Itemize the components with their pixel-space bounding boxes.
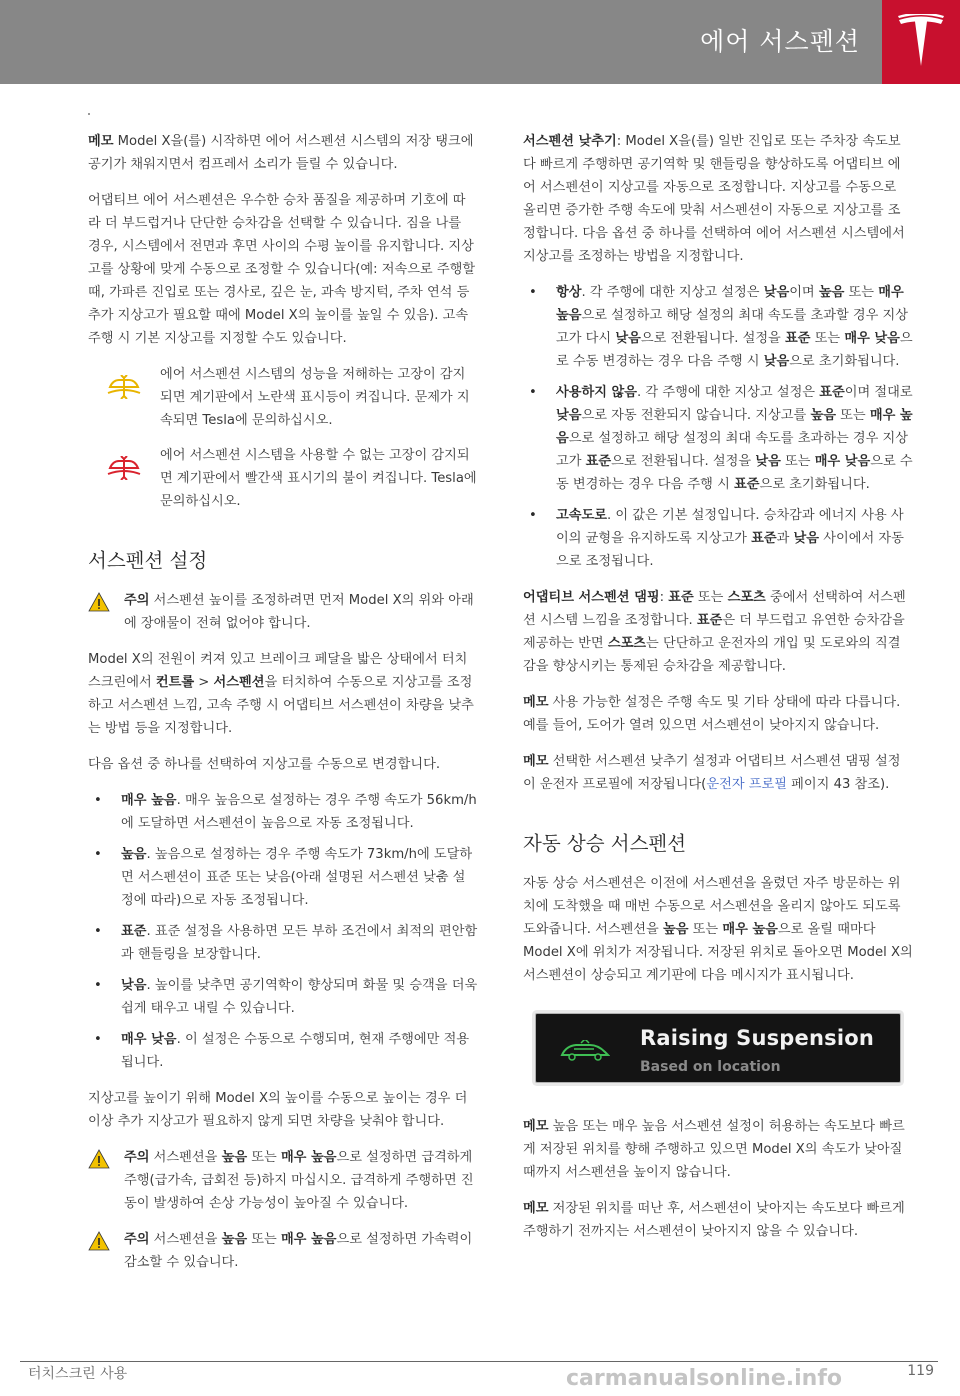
list-item: • 매우 높음. 매우 높음으로 설정하는 경우 주행 속도가 56km/h에 도달하면 서스펜션이 높음으로 자동 조정됩니다.: [88, 789, 478, 835]
tesla-logo-icon: [897, 14, 945, 68]
warning-triangle-icon: [88, 1231, 110, 1251]
red-indicator-note: 에어 서스펜션 시스템을 사용할 수 없는 고장이 감지되면 계기판에서 빨간색 표시기의 불이 켜집니다. Tesla에 문의하십시오.: [88, 444, 478, 513]
lowering-paragraph: 서스펜션 낮추기: Model X을(를) 일반 진입로 또는 주차장 속도보다 빠르게 주행하면 공기역학 및 핸들링을 향상하도록 어댑티브 에어 서스펜션이 지상고를 자동으로 조정합니다. 지상고를 수동으로 올리면 증가한 주행 속도에 맞춰 서스펜션이 자동으로 지상고를 조정합니다. 다음 옵션 중 하나를 선택하여 에어 서스펜션 시스템에서 지상고를 조정하는 방법을 지정합니다.: [523, 134, 905, 264]
auto-raise-paragraph: 자동 상승 서스펜션은 이전에 서스펜션을 올렸던 자주 방문하는 위치에 도착했을 때 매번 수동으로 서스펜션을 올리지 않아도 되도록 도와줍니다. 서스펜션을 높음 또는 매우 높음으로 올릴 때마다 Model X에 위치가 저장됩니다. 저장된 위치로 돌아오면 Model X의 서스펜션이 상승되고 계기판에 다음 메시지가 표시됩니다.: [523, 876, 913, 983]
list-item: • 매우 낮음. 이 설정은 수동으로 수행되며, 현재 주행에만 적용됩니다.: [88, 1028, 478, 1074]
warning-triangle-icon: [88, 1149, 110, 1169]
driver-profile-link[interactable]: 운전자 프로필: [706, 777, 787, 792]
watermark: carmanualsonline.info: [566, 1366, 842, 1391]
suspension-warning-red-icon: [107, 456, 141, 480]
lower-after-raise-paragraph: 지상고를 높이기 위해 Model X의 높이를 수동으로 높이는 경우 더 이상 추가 지상고가 필요하지 않게 되면 차량을 낮춰야 합니다.: [88, 1091, 468, 1129]
options-intro: 다음 옵션 중 하나를 선택하여 지상고를 수동으로 변경합니다.: [88, 757, 441, 772]
amber-indicator-note: 에어 서스펜션 시스템의 성능을 저해하는 고장이 감지되면 계기판에서 노란색 표시등이 켜집니다. 문제가 지속되면 Tesla에 문의하십시오.: [88, 363, 478, 432]
car-raise-icon: [560, 1040, 610, 1062]
controls-paragraph: Model X의 전원이 켜져 있고 브레이크 페달을 밟은 상태에서 터치스크린에서 컨트롤 > 서스펜션을 터치하여 수동으로 지상고를 조정하고 서스펜션 느낌, 고속 주행 시 어댑티브 서스펜션이 차량을 낮추는 방법 등을 지정합니다.: [88, 652, 474, 736]
list-item: • 사용하지 않음. 각 주행에 대한 지상고 설정은 표준이며 절대로 낮음으로 자동 전환되지 않습니다. 지상고를 높음 또는 매우 높음으로 설정하고 해당 설정의 최대 속도를 초과하는 경우 지상고가 표준으로 전환됩니다. 설정을 낮음 또는 매우 낮음으로 수동 변경하는 경우 다음 주행 시 표준으로 초기화됩니다.: [523, 381, 913, 496]
list-item: • 항상. 각 주행에 대한 지상고 설정은 낮음이며 높음 또는 매우 높음으로 설정하고 해당 설정의 최대 속도를 초과할 경우 지상고가 다시 낮음으로 전환됩니다. 설정을 표준 또는 매우 낮음으로 수동 변경하는 경우 다음 주행 시 낮음으로 초기화됩니다.: [523, 281, 913, 373]
height-options-list: [88, 789, 478, 1074]
banner-subtitle: Based on location: [640, 1059, 781, 1075]
heading-auto-raise: 자동 상승 서스펜션: [523, 832, 687, 855]
memo-lowering-after-leave: 메모 저장된 위치를 떠난 후, 서스펜션이 낮아지는 속도보다 빠르게 주행하기 전까지는 서스펜션이 낮아지지 않을 수 있습니다.: [523, 1201, 905, 1239]
warning-triangle-icon: [88, 592, 110, 612]
footer-section: 터치스크린 사용: [28, 1366, 128, 1382]
damping-paragraph: 어댑티브 서스펜션 댐핑: 표준 또는 스포츠 중에서 선택하여 서스펜션 시스템 느낌을 조정합니다. 표준은 더 부드럽고 유연한 승차감을 제공하는 반면 스포츠는 단단하고 운전자의 개입 및 도로와의 직결감을 향상시키는 통제된 승차감을 제공합니다.: [523, 590, 906, 674]
suspension-warning-amber-icon: [107, 375, 141, 399]
memo-available-settings: 메모 사용 가능한 설정은 주행 속도 및 기타 상태에 따라 다릅니다. 예를 들어, 도어가 열려 있으면 서스펜션이 낮아지지 않습니다.: [523, 695, 901, 733]
page-header: [0, 0, 960, 84]
raising-suspension-banner: [535, 1013, 901, 1083]
list-item: • 높음. 높음으로 설정하는 경우 주행 속도가 73km/h에 도달하면 서스펜션이 표준 또는 낮음(아래 설명된 서스펜션 낮춤 설정에 따라)으로 자동 조정됩니다.: [88, 843, 478, 912]
caution-acceleration: 주의 서스펜션을 높음 또는 매우 높음으로 설정하면 가속력이 감소할 수 있습니다.: [88, 1228, 478, 1274]
footer-divider: [20, 1361, 938, 1362]
intro-paragraph: 어댑티브 에어 서스펜션은 우수한 승차 품질을 제공하며 기호에 따라 더 부드럽거나 단단한 승차감을 선택할 수 있습니다. 짐을 나를 경우, 시스템에서 전면과 후면 사이의 수평 높이를 유지합니다. 지상고를 상황에 맞게 수동으로 조정할 수 있습니다(예: 저속으로 주행할 때, 가파른 진입로 또는 경사로, 깊은 눈, 과속 방지턱, 주차 연석 등 추가 지상고가 필요할 때에 Model X의 높이를 높일 수 있음). 고속 주행 시 기본 지상고를 지정할 수도 있습니다.: [88, 193, 476, 346]
left-column: [88, 130, 478, 1287]
caution-aggressive-driving: 주의 서스펜션을 높음 또는 매우 높음으로 설정하면 급격하게 주행(급가속, 급회전 등)하지 마십시오. 급격하게 주행하면 진동이 발생하여 손상 가능성이 높아질 수 있습니다.: [88, 1146, 478, 1215]
memo-speed-raise: 메모 높음 또는 매우 높음 서스펜션 설정이 허용하는 속도보다 빠르게 저장된 위치를 향해 주행하고 있으면 Model X의 속도가 낮아질 때까지 서스펜션을 높이지 않습니다.: [523, 1119, 905, 1180]
page-mark: [88, 113, 90, 115]
heading-suspension-settings: 서스펜션 설정: [88, 549, 208, 572]
tesla-logo: [882, 0, 960, 84]
caution-obstacles: 주의 서스펜션 높이를 조정하려면 먼저 Model X의 위와 아래에 장애물이 전혀 없어야 합니다.: [88, 589, 478, 635]
memo-startup: 메모 Model X을(를) 시작하면 에어 서스펜션 시스템의 저장 탱크에 공기가 채워지면서 컴프레서 소리가 들릴 수 있습니다.: [88, 134, 474, 172]
list-item: • 낮음. 높이를 낮추면 공기역학이 향상되며 화물 및 승객을 더욱 쉽게 태우고 내릴 수 있습니다.: [88, 974, 478, 1020]
page-title: 에어 서스펜션: [700, 27, 860, 56]
list-item: • 고속도로. 이 값은 기본 설정입니다. 승차감과 에너지 사용 사이의 균형을 유지하도록 지상고가 표준과 낮음 사이에서 자동으로 조정됩니다.: [523, 504, 913, 573]
page-number: 119: [907, 1363, 934, 1379]
right-column: [523, 130, 913, 1256]
lowering-options-list: [523, 281, 913, 573]
banner-title: Raising Suspension: [640, 1026, 875, 1050]
list-item: • 표준. 표준 설정을 사용하면 모든 부하 조건에서 최적의 편안함과 핸들링을 보장합니다.: [88, 920, 478, 966]
memo-driver-profile: 메모 선택한 서스펜션 낮추기 설정과 어댑티브 서스펜션 댐핑 설정이 운전자 프로필에 저장됩니다(운전자 프로필 페이지 43 참조).: [523, 754, 901, 792]
